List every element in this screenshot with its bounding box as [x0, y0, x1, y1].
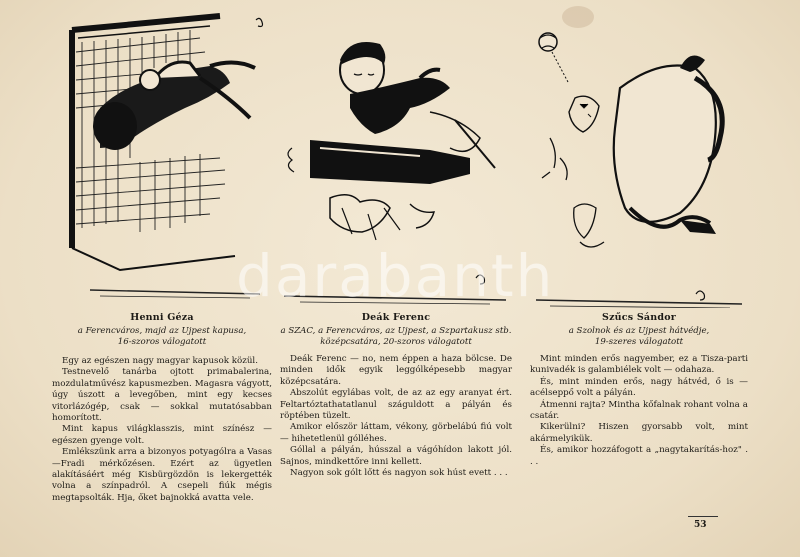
caption-henni [52, 312, 272, 348]
paragraph: Góllal a pályán, hússzal a vágóhídon lakott jól. Sajnos, mindkettőre inni kellett. [280, 445, 512, 467]
subtitle-line: 19-szeres válogatott [594, 337, 684, 347]
paragraph: Kikerülni? Hiszen gyorsabb volt, mint akármelyikük. [530, 422, 748, 444]
subtitle-line: 16-szoros válogatott [117, 337, 207, 347]
paragraph: Abszolút egylábas volt, de az az egy aranyat ért. Feltartóztathatatlanul száguldott a pályán és röptében tüzelt. [280, 388, 512, 422]
article-text [52, 356, 272, 504]
paragraph: Egy az egészen nagy magyar kapusok közül. [62, 356, 258, 366]
page-number-rule [688, 516, 718, 517]
paragraph: Mint kapus világklasszis, mint színész — egészen gyenge volt. [52, 424, 272, 446]
subtitle-line: a Szolnok és az Ujpest hátvédje, [568, 326, 710, 336]
player-subtitle [52, 326, 272, 348]
paragraph: Deák Ferenc — no, nem éppen a haza bölcse. De minden idők egyik leggólképesebb magyar középcsatára. [280, 354, 512, 387]
striker-illustration [280, 8, 512, 308]
player-name: Deák Ferenc [361, 312, 431, 323]
player-name: Henni Géza [130, 312, 194, 323]
paragraph: Testnevelő tanárba ojtott primabalerina, mozdulatművész kapusmezben. Magasra vágyott, úgy úszott a levegőben, mint egy kecses vitorlázógép, csak — sokkal mutatósabban homorított. [52, 367, 272, 424]
page-number: 53 [694, 520, 707, 530]
watermark: darabanth [236, 242, 555, 310]
caption-szucs [530, 312, 748, 348]
paragraph: Emlékszünk arra a bizonyos potyagólra a Vasas—Fradi mérkőzésen. Ezért az ügyetlen alakításáért még Kisbürgözdön is lekergették volna a színpadról. A csepeli fiúk mégis megtapsolták. Hja, őket bajnokká avatta vele. [52, 447, 272, 503]
goalkeeper-illustration [60, 8, 270, 308]
paragraph: És, amikor hozzáfogott a „nagytakarítás-hoz" . . . [530, 445, 748, 467]
paragraph: Átmenni rajta? Mintha kőfalnak rohant volna a csatár. [530, 399, 748, 422]
player-subtitle [530, 326, 748, 348]
paragraph: Nagyon sok gólt lőtt és nagyon sok húst evett . . . [290, 468, 508, 479]
subtitle-line: a Ferencváros, majd az Ujpest kapusa, [77, 326, 247, 336]
player-subtitle [280, 326, 512, 348]
subtitle-line: a SZAC, a Ferencváros, az Ujpest, a Szpartakusz stb. [280, 326, 512, 336]
subtitle-line: középcsatára, 20-szoros válogatott [320, 337, 472, 347]
player-name: Szűcs Sándor [602, 312, 676, 323]
article-text [280, 354, 512, 479]
defender-illustration [530, 8, 748, 308]
article-text [530, 354, 748, 468]
paragraph: Mint minden erős nagyember, ez a Tisza-parti kunivadék is galambiélek volt — odahaza. [530, 354, 748, 376]
paragraph: Amikor először láttam, vékony, görbelábú fiú volt — hihetetlenül gólléhes. [280, 422, 512, 444]
paragraph: És, mint minden erős, nagy hátvéd, ő is — acélsepрő volt a pályán. [530, 376, 748, 399]
caption-deak [280, 312, 512, 348]
